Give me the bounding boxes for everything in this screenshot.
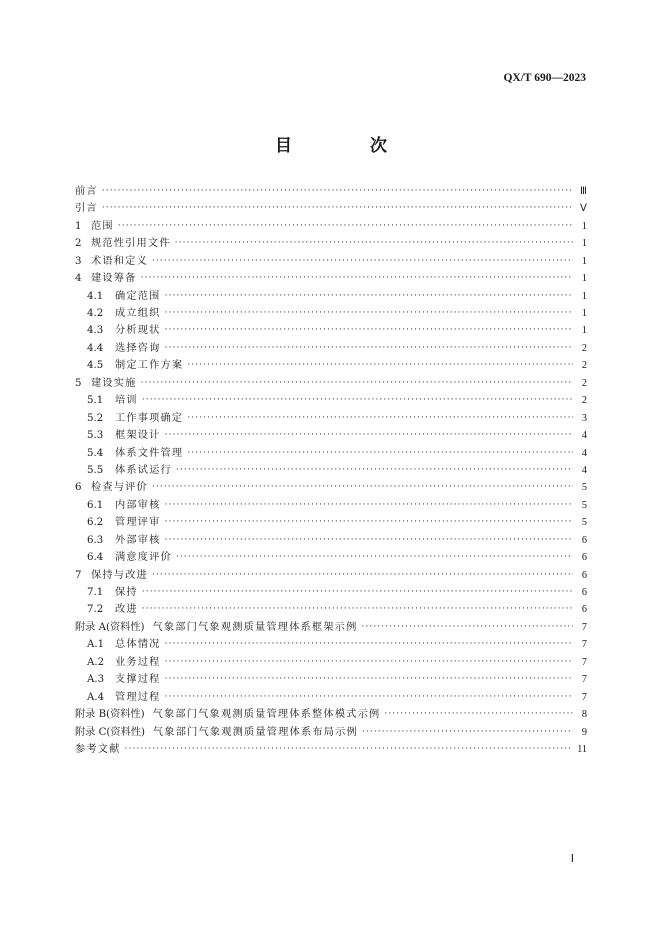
- toc-leader-dots: [142, 584, 573, 601]
- toc-entry-page: 5: [581, 482, 587, 494]
- toc-entry-label: 气象部门气象观测质量管理体系框架示例: [152, 621, 358, 633]
- toc-entry-page: 1: [581, 220, 587, 232]
- toc-entry-label: 业务过程: [115, 656, 161, 668]
- toc-entry-page: 1: [581, 255, 587, 267]
- toc-entry[interactable]: [75, 514, 587, 531]
- toc-leader-dots: [165, 689, 573, 706]
- toc-entry-number: 1: [75, 220, 82, 232]
- toc-entry-label: 检查与评价: [91, 482, 148, 494]
- toc-entry-label: 体系试运行: [115, 464, 172, 476]
- toc-entry-number: 6.4: [87, 552, 104, 564]
- toc-entry[interactable]: [75, 427, 587, 444]
- toc-leader-dots: [165, 427, 573, 444]
- toc-entry-number: 4: [75, 273, 82, 285]
- toc-entry[interactable]: [75, 462, 587, 479]
- toc-entry-page: 1: [581, 238, 587, 250]
- toc-entry-label: 框架设计: [115, 430, 161, 442]
- toc-entry-page: 5: [581, 499, 587, 511]
- toc-entry[interactable]: [75, 741, 587, 758]
- page-number: Ⅰ: [570, 853, 574, 865]
- toc-entry-label: 确定范围: [115, 290, 161, 302]
- toc-entry-label: 建设实施: [91, 377, 137, 389]
- toc-entry-page: 2: [581, 342, 587, 354]
- toc-entry-page: 6: [581, 552, 587, 564]
- toc-entry[interactable]: [75, 689, 587, 706]
- toc-entry[interactable]: [75, 183, 587, 200]
- toc-entry-page: 1: [581, 290, 587, 302]
- toc-entry-number: 7.2: [87, 604, 104, 616]
- toc-entry-label: 保持与改进: [91, 569, 148, 581]
- toc-leader-dots: [187, 357, 573, 374]
- toc-entry[interactable]: [75, 636, 587, 653]
- toc-entry-label: 满意度评价: [115, 552, 172, 564]
- toc-leader-dots: [187, 445, 573, 462]
- toc-entry-number: 5.4: [87, 447, 104, 459]
- toc-entry-page: 7: [581, 674, 587, 686]
- toc-entry[interactable]: [75, 392, 587, 409]
- toc-entry-number: 6.3: [87, 534, 104, 546]
- toc-leader-dots: [165, 654, 573, 671]
- toc-leader-dots: [152, 567, 573, 584]
- toc-leader-dots: [165, 636, 573, 653]
- toc-entry-page: 8: [581, 709, 587, 721]
- toc-entry-number: 5.3: [87, 430, 104, 442]
- toc-entry-page: 2: [581, 377, 587, 389]
- toc-entry[interactable]: [75, 549, 587, 566]
- toc-entry-page: 4: [581, 447, 587, 459]
- toc-entry-label: 保持: [115, 587, 138, 599]
- toc-entry-label: 工作事项确定: [115, 412, 184, 424]
- toc-entry-page: 7: [581, 656, 587, 668]
- toc-leader-dots: [175, 235, 573, 252]
- toc-entry-number: 6: [75, 482, 82, 494]
- toc-entry-page: 5: [581, 517, 587, 529]
- toc-entry[interactable]: [75, 375, 587, 392]
- toc-entry-label: 术语和定义: [91, 255, 148, 267]
- toc-entry-page: 2: [581, 360, 587, 372]
- toc-entry-label: 体系文件管理: [115, 447, 184, 459]
- toc-entry-number: 3: [75, 255, 82, 267]
- toc-entry[interactable]: [75, 200, 587, 217]
- toc-entry-number: 5.1: [87, 395, 104, 407]
- page-title: 目 次: [275, 136, 423, 156]
- toc-entry-label: 前言: [75, 185, 98, 197]
- toc-leader-dots: [141, 375, 573, 392]
- toc-entry[interactable]: [75, 340, 587, 357]
- toc-entry[interactable]: [75, 323, 587, 340]
- toc-leader-dots: [118, 218, 573, 235]
- toc-leader-dots: [165, 671, 573, 688]
- toc-entry-page: 11: [577, 743, 587, 755]
- toc-entry-number: 5.2: [87, 412, 104, 424]
- toc-entry-number: 4.2: [87, 308, 104, 320]
- toc-leader-dots: [176, 549, 573, 566]
- toc-entry-number: 附录 A(资料性): [75, 621, 145, 633]
- toc-entry-page: 1: [581, 308, 587, 320]
- toc-entry-label: 制定工作方案: [115, 360, 184, 372]
- toc-leader-dots: [165, 322, 573, 339]
- toc-leader-dots: [141, 270, 573, 287]
- toc-leader-dots: [165, 497, 573, 514]
- toc-entry[interactable]: [75, 671, 587, 688]
- toc-entry-label: 内部审核: [115, 499, 161, 511]
- toc-leader-dots: [165, 340, 573, 357]
- toc-entry-label: 总体情况: [115, 639, 161, 651]
- toc-entry-label: 支撑过程: [115, 674, 161, 686]
- toc-entry-label: 引言: [75, 203, 98, 215]
- toc-entry-label: 参考文献: [75, 743, 121, 755]
- toc-entry-page: 7: [581, 691, 587, 703]
- toc-entry-number: 5.5: [87, 464, 104, 476]
- toc-entry[interactable]: [75, 654, 587, 671]
- toc-entry[interactable]: [75, 724, 587, 741]
- toc-entry[interactable]: [75, 253, 587, 270]
- toc-entry[interactable]: [75, 584, 587, 601]
- toc-entry-page: 9: [581, 726, 587, 738]
- toc-entry-number: A.1: [87, 639, 105, 651]
- table-of-contents: [75, 183, 587, 758]
- toc-leader-dots: [152, 479, 573, 496]
- toc-entry-label: 培训: [115, 395, 138, 407]
- toc-leader-dots: [165, 288, 573, 305]
- toc-entry-page: 4: [581, 430, 587, 442]
- toc-entry-number: A.3: [87, 674, 105, 686]
- toc-leader-dots: [125, 741, 573, 758]
- toc-leader-dots: [361, 619, 573, 636]
- toc-entry-page: 7: [581, 621, 587, 633]
- toc-entry[interactable]: [75, 410, 587, 427]
- toc-entry-number: 7.1: [87, 587, 104, 599]
- toc-entry-page: 3: [581, 412, 587, 424]
- toc-leader-dots: [187, 410, 573, 427]
- toc-entry-number: 4.1: [87, 290, 104, 302]
- toc-entry[interactable]: [75, 497, 587, 514]
- toc-entry-label: 选择咨询: [115, 342, 161, 354]
- toc-entry-number: 6.2: [87, 517, 104, 529]
- toc-entry-page: 6: [581, 587, 587, 599]
- toc-leader-dots: [384, 706, 573, 723]
- toc-entry-number: 4.5: [87, 360, 104, 372]
- toc-leader-dots: [142, 601, 573, 618]
- toc-entry[interactable]: [75, 619, 587, 636]
- toc-entry-page: 6: [581, 534, 587, 546]
- toc-entry-label: 气象部门气象观测质量管理体系整体模式示例: [152, 709, 381, 721]
- toc-entry-number: A.4: [87, 691, 105, 703]
- document-code: QX/T 690—2023: [503, 72, 586, 84]
- toc-entry-label: 气象部门气象观测质量管理体系布局示例: [152, 726, 358, 738]
- toc-leader-dots: [152, 253, 573, 270]
- toc-entry-label: 分析现状: [115, 325, 161, 337]
- toc-entry-label: 外部审核: [115, 534, 161, 546]
- toc-entry-number: 附录 C(资料性): [75, 726, 145, 738]
- toc-entry-page: 6: [581, 569, 587, 581]
- toc-entry-page: 6: [581, 604, 587, 616]
- toc-entry-number: 4.3: [87, 325, 104, 337]
- toc-entry-page: 7: [581, 639, 587, 651]
- toc-entry-label: 改进: [115, 604, 138, 616]
- toc-entry[interactable]: [75, 357, 587, 374]
- toc-entry[interactable]: [75, 567, 587, 584]
- toc-entry-page: 1: [581, 273, 587, 285]
- toc-leader-dots: [102, 200, 573, 217]
- toc-entry-page: Ⅲ: [579, 185, 587, 197]
- toc-entry[interactable]: [75, 218, 587, 235]
- toc-entry-label: 管理过程: [115, 691, 161, 703]
- toc-entry-label: 范围: [91, 220, 114, 232]
- toc-leader-dots: [176, 462, 573, 479]
- toc-leader-dots: [165, 514, 573, 531]
- toc-leader-dots: [165, 305, 573, 322]
- toc-entry-page: 2: [581, 395, 587, 407]
- toc-entry[interactable]: [75, 532, 587, 549]
- toc-entry[interactable]: [75, 706, 587, 723]
- toc-entry[interactable]: [75, 235, 587, 252]
- toc-entry-number: 5: [75, 377, 82, 389]
- toc-entry-number: 6.1: [87, 499, 104, 511]
- toc-leader-dots: [142, 392, 573, 409]
- toc-entry-number: 7: [75, 569, 82, 581]
- toc-entry-page: Ⅴ: [580, 203, 587, 215]
- toc-entry-page: 4: [581, 464, 587, 476]
- toc-entry[interactable]: [75, 479, 587, 496]
- toc-entry-number: A.2: [87, 656, 105, 668]
- toc-entry-label: 管理评审: [115, 517, 161, 529]
- toc-entry[interactable]: [75, 288, 587, 305]
- toc-entry[interactable]: [75, 270, 587, 287]
- toc-entry-number: 附录 B(资料性): [75, 709, 145, 721]
- toc-entry-page: 1: [581, 325, 587, 337]
- toc-entry-label: 成立组织: [115, 308, 161, 320]
- toc-entry-number: 4.4: [87, 342, 104, 354]
- toc-entry[interactable]: [75, 602, 587, 619]
- toc-leader-dots: [102, 183, 573, 200]
- toc-leader-dots: [165, 532, 573, 549]
- toc-entry-number: 2: [75, 238, 82, 250]
- toc-entry-label: 规范性引用文件: [91, 238, 171, 250]
- toc-entry-label: 建设筹备: [91, 273, 137, 285]
- toc-leader-dots: [362, 724, 573, 741]
- toc-entry[interactable]: [75, 445, 587, 462]
- toc-entry[interactable]: [75, 305, 587, 322]
